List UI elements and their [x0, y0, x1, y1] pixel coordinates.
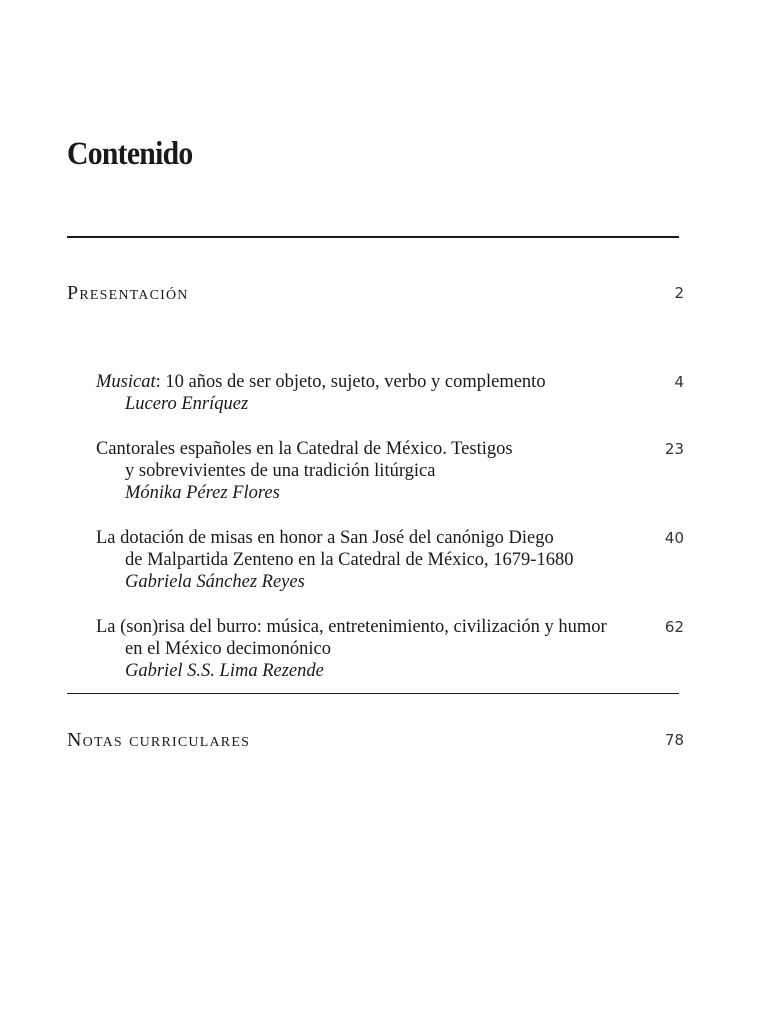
bottom-divider	[67, 693, 679, 694]
top-divider	[67, 236, 679, 238]
page-number: 4	[674, 373, 684, 391]
toc-section-notas-curriculares[interactable]	[67, 726, 684, 754]
section-label: Notas curriculares	[67, 729, 251, 751]
toc-entry[interactable]	[96, 371, 684, 415]
entry-author: Mónika Pérez Flores	[125, 483, 280, 503]
entry-title-line1: La dotación de misas en honor a San José del canónigo Diego	[96, 528, 554, 548]
page-number: 40	[664, 529, 684, 547]
entry-title-line1: Cantorales españoles en la Catedral de México. Testigos	[96, 439, 513, 459]
toc-entry[interactable]	[96, 616, 684, 682]
entry-title-line2: en el México decimonónico	[125, 639, 332, 659]
entry-title-rest: : 10 años de ser objeto, sujeto, verbo y complemento	[155, 372, 546, 392]
entry-title-italic: Musicat	[96, 372, 156, 392]
entry-title	[96, 371, 684, 393]
page-number: 23	[664, 440, 684, 458]
page-number: 2	[674, 284, 684, 302]
toc-entry[interactable]	[96, 438, 684, 504]
page-title: Contenido	[67, 136, 193, 172]
entry-title-line2: de Malpartida Zenteno en la Catedral de México, 1679-1680	[125, 550, 574, 570]
toc-section-presentacion[interactable]	[67, 279, 684, 307]
entry-author: Gabriel S.S. Lima Rezende	[125, 661, 324, 681]
section-label: Presentación	[67, 282, 189, 304]
toc-entry[interactable]	[96, 527, 684, 593]
page-number: 78	[664, 731, 684, 749]
entry-title-line1: La (son)risa del burro: música, entretenimiento, civilización y humor	[96, 617, 607, 637]
entry-author: Lucero Enríquez	[125, 394, 249, 414]
page-number: 62	[664, 618, 684, 636]
entry-title-line2: y sobrevivientes de una tradición litúrgica	[125, 461, 436, 481]
entry-author: Gabriela Sánchez Reyes	[125, 572, 305, 592]
